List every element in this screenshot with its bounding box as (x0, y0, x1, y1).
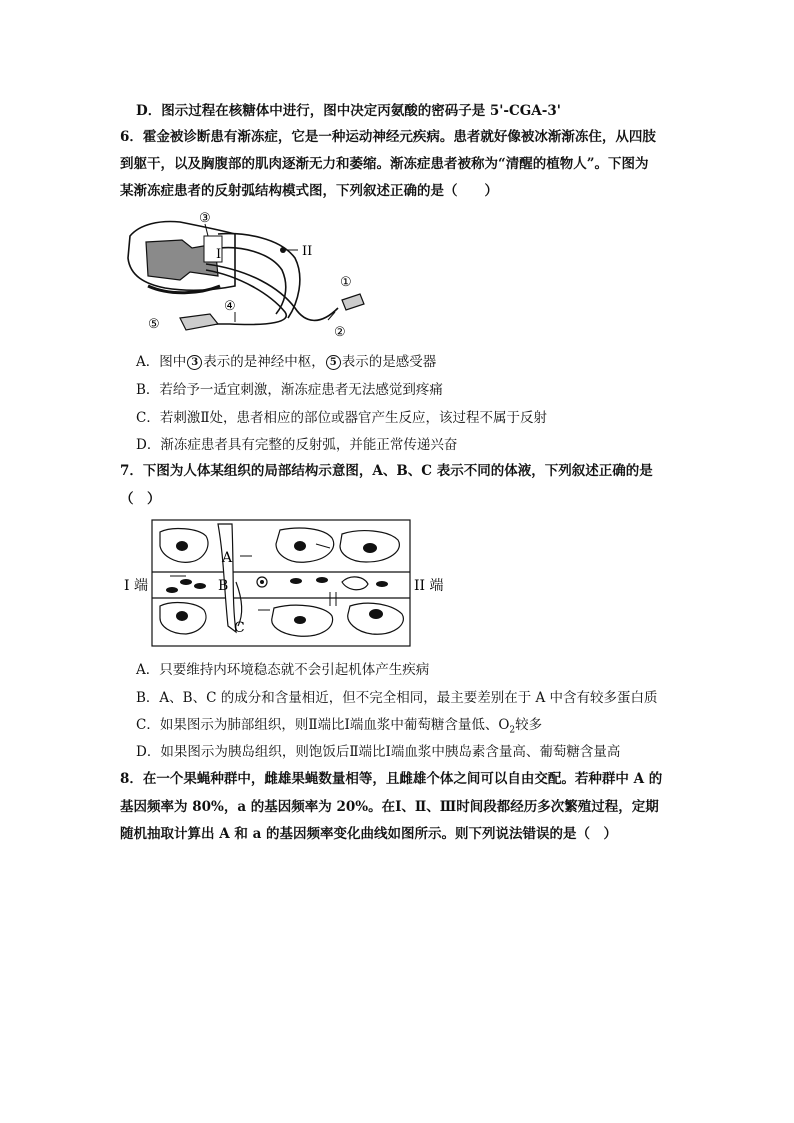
fig-label-end-2: II 端 (414, 578, 444, 594)
fig-label-roman-1: I (216, 247, 222, 262)
q6-stem-line-2: 到躯干，以及胸腹部的肌肉逐渐无力和萎缩。渐冻症患者被称为“清醒的植物人”。下图为 (120, 156, 649, 172)
fig-label-c: C (234, 620, 245, 636)
fig-label-1: ① (340, 275, 352, 290)
fig-label-b: B (218, 578, 229, 594)
q7-option-d: D．如果图示为胰岛组织，则饱饭后Ⅱ端比Ⅰ端血浆中胰岛素含量高、葡萄糖含量高 (136, 744, 621, 760)
q7-option-a: A．只要维持内环境稳态就不会引起机体产生疾病 (136, 662, 430, 678)
q8-stem-line-1: 8．在一个果蝇种群中，雌雄果蝇数量相等，且雌雄个体之间可以自由交配。若种群中 A 的 (120, 771, 663, 787)
fig-label-3: ③ (199, 211, 211, 226)
q8-stem-line-2: 基因频率为 80%，a 的基因频率为 20%。在Ⅰ、Ⅱ、Ⅲ时间段都经历多次繁殖过程，定期 (120, 799, 659, 815)
q7-option-c: C．如果图示为肺部组织，则Ⅱ端比Ⅰ端血浆中葡萄糖含量低、$O_2$较多 (136, 717, 543, 736)
q6-option-c: C．若刺激Ⅱ处，患者相应的部位或器官产生反应，该过程不属于反射 (136, 410, 548, 426)
q5-option-d: D．图示过程在核糖体中进行，图中决定丙氨酸的密码子是 5'-CGA-3' (136, 103, 561, 119)
q7-stem-line-2: （ ） (120, 491, 161, 507)
fig-label-2: ② (334, 325, 346, 340)
q7-stem-line-1: 7．下图为人体某组织的局部结构示意图，A、B、C 表示不同的体液，下列叙述正确的是 (120, 463, 653, 479)
fig-label-a: A (222, 550, 233, 566)
circled-5: 5 (326, 355, 341, 370)
tissue-structure-figure (120, 518, 450, 650)
q6-option-d: D．渐冻症患者具有完整的反射弧，并能正常传递兴奋 (136, 437, 458, 453)
subscript-2: 2 (509, 725, 516, 736)
fig-label-5: ⑤ (148, 317, 160, 332)
reflex-arc-figure (120, 208, 380, 346)
q6-option-b: B．若给予一适宜刺激，渐冻症患者无法感觉到疼痛 (136, 382, 443, 398)
fig-label-end-1: I 端 (124, 578, 148, 594)
q6-option-a: A．图中 3 表示的是神经中枢， 5 表示的是感受器 (136, 354, 437, 370)
q7-option-b: B．A、B、C 的成分和含量相近，但不完全相同，最主要差别在于 A 中含有较多蛋白质 (136, 690, 658, 706)
q6-stem-line-3: 某渐冻症患者的反射弧结构模式图，下列叙述正确的是（ ） (120, 183, 498, 199)
fig-label-4: ④ (224, 299, 236, 314)
q8-stem-line-3: 随机抽取计算出 A 和 a 的基因频率变化曲线如图所示。则下列说法错误的是（ ） (120, 826, 618, 842)
fig-label-roman-2: II (302, 244, 313, 259)
q6-stem-line-1: 6．霍金被诊断患有渐冻症，它是一种运动神经元疾病。患者就好像被冰渐渐冻住，从四肢 (120, 129, 656, 145)
circled-3: 3 (187, 355, 202, 370)
